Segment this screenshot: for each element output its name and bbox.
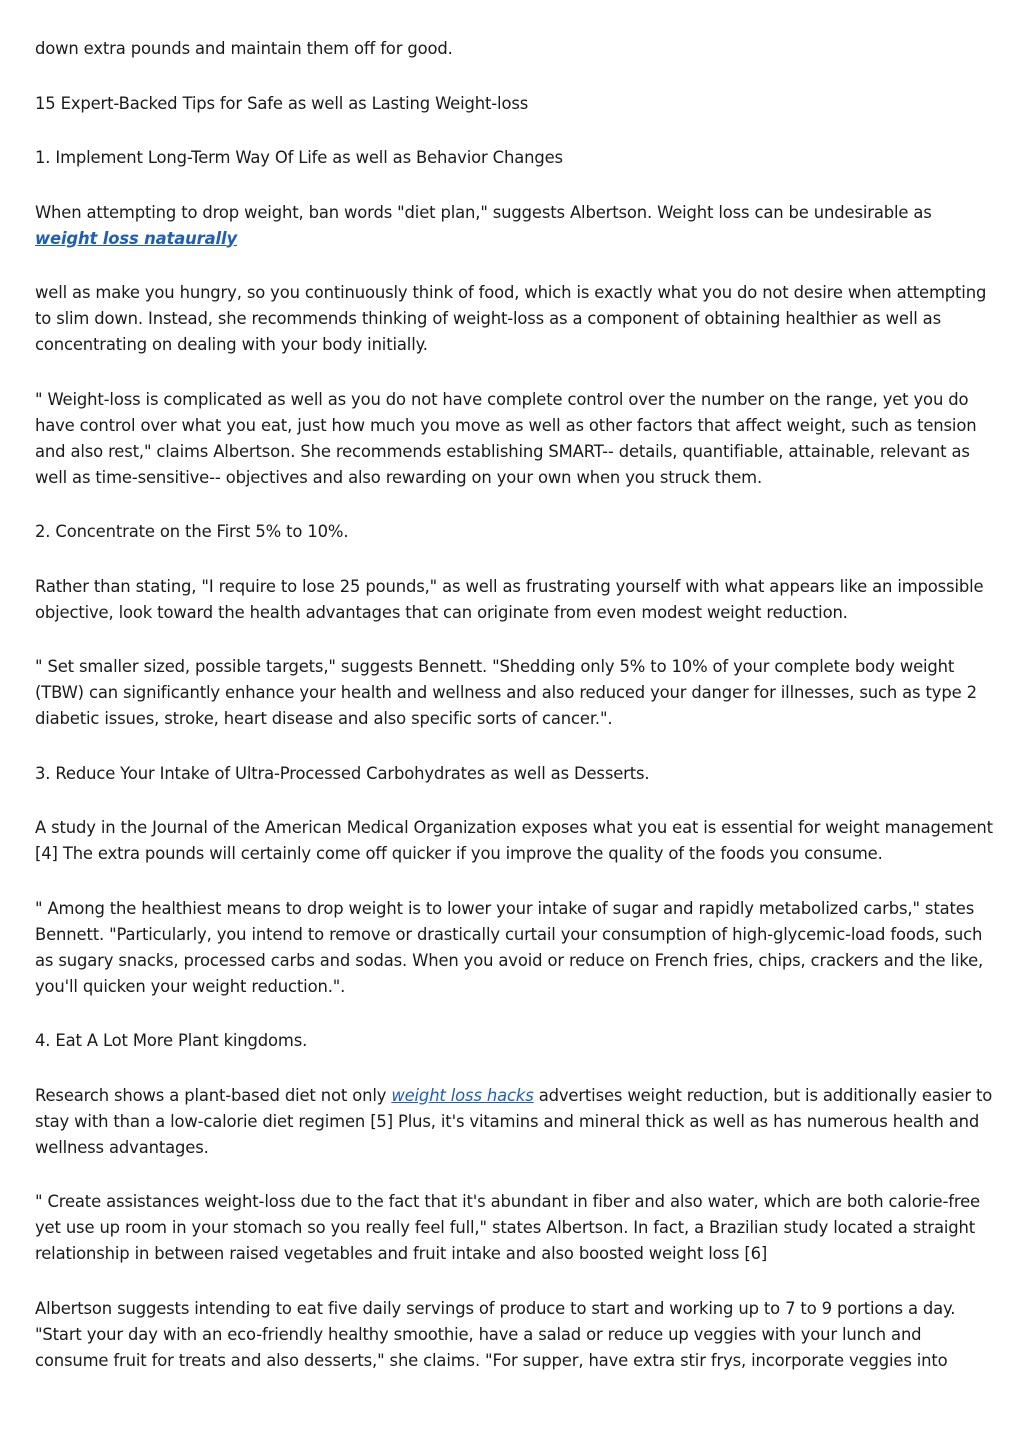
article-heading: 15 Expert-Backed Tips for Safe as well as Lasting Weight-loss [35, 93, 529, 113]
paragraph-plant-based [35, 1083, 994, 1161]
paragraph-study-jama: A study in the Journal of the American Medical Organization exposes what you eat is essential for weight management [4] The extra pounds will certainly come off quicker if you improve the quality of the foods you consume. [35, 818, 993, 863]
paragraph-plant-based-before: Research shows a plant-based diet not only [35, 1085, 387, 1105]
paragraph-sugar-carbs: " Among the healthiest means to drop weight is to lower your intake of sugar and rapidly metabolized carbs," states Bennett. "Particularly, you intend to remove or drastically curtail your consumption of high-glycemic-load foods, such as sugary snacks, processed carbs and sodas. When you avoid or reduce on French fries, chips, crackers and the like, you'll quicken your weight reduction.". [35, 898, 984, 996]
tip-heading-1: 1. Implement Long-Term Way Of Life as well as Behavior Changes [35, 148, 563, 167]
paragraph-diet-plan [35, 200, 994, 252]
paragraph-intro-fragment: down extra pounds and maintain them off for good. [35, 39, 453, 58]
tip-heading-4: 4. Eat A Lot More Plant kingdoms. [35, 1031, 308, 1050]
paragraph-plant-based-after: advertises weight reduction, but is additionally easier to stay with than a low-calorie diet regimen [5] Plus, it's vitamins and mineral thick as well as has numerous health and wellness advantages. [35, 1085, 993, 1157]
weight-loss-naturally-link[interactable]: weight loss nataurally [35, 228, 237, 248]
paragraph-produce-fiber: " Create assistances weight-loss due to the fact that it's abundant in fiber and also water, which are both calorie-free yet use up room in your stomach so you really feel full," states Albertson. In fact, a Brazilian study located a straight relationship in between raised vegetables and fruit intake and also boosted weight loss [6] [35, 1192, 980, 1263]
paragraph-hungry: well as make you hungry, so you continuously think of food, which is exactly what you do not desire when attempting to slim down. Instead, she recommends thinking of weight-loss as a component of obtaining healthier as well as concentrating on dealing with your body initially. [35, 283, 987, 354]
paragraph-modest-goals: Rather than stating, "I require to lose 25 pounds," as well as frustrating yourself with what appears like an impossible objective, look toward the health advantages that can originate from even modest weight reduction. [35, 576, 984, 622]
paragraph-servings: Albertson suggests intending to eat five daily servings of produce to start and working up to 7 to 9 portions a day. "Start your day with an eco-friendly healthy smoothie, have a salad or reduce up veggies with your lunch and consume fruit for treats and also desserts," she claims. "For supper, have extra stir frys, incorporate veggies into [35, 1298, 956, 1370]
paragraph-smart-goals: " Weight-loss is complicated as well as you do not have complete control over the number on the range, yet you do have control over what you eat, just how much you move as well as other factors that affect weight, such as tension and also rest," claims Albertson. She recommends establishing SMART-- details, quantifiable, attainable, relevant as well as time-sensitive-- objectives and also rewarding on your own when you struck them. [35, 389, 977, 487]
paragraph-diet-plan-text: When attempting to drop weight, ban words "diet plan," suggests Albertson. Weight loss can be undesirable as [35, 202, 932, 222]
paragraph-smaller-targets: " Set smaller sized, possible targets," suggests Bennett. "Shedding only 5% to 10% of your complete body weight (TBW) can significantly enhance your health and wellness and also reduced your danger for illnesses, such as type 2 diabetic issues, stroke, heart disease and also specific sorts of cancer.". [35, 657, 977, 728]
tip-heading-3: 3. Reduce Your Intake of Ultra-Processed Carbohydrates as well as Desserts. [35, 763, 650, 783]
tip-heading-2: 2. Concentrate on the First 5% to 10%. [35, 522, 349, 541]
weight-loss-hacks-link[interactable]: weight loss hacks [391, 1085, 534, 1105]
